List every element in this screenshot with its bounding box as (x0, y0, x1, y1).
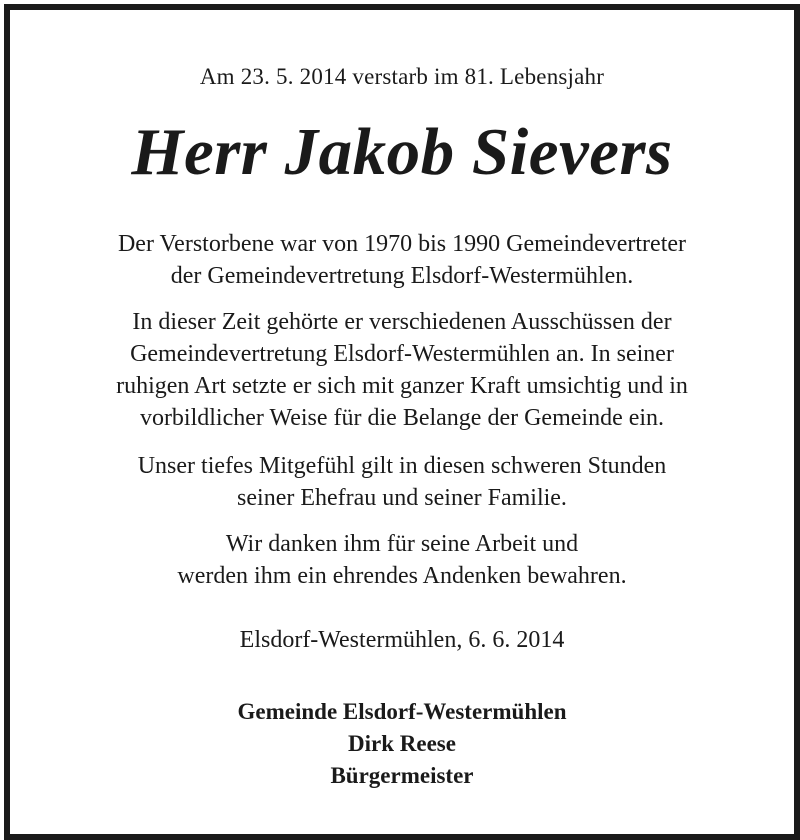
signature-block (10, 696, 794, 792)
text-line: ruhigen Art setzte er sich mit ganzer Kraft umsichtig und in (116, 373, 688, 399)
text-line: seiner Ehefrau und seiner Familie. (237, 485, 567, 511)
intro-line: Am 23. 5. 2014 verstarb im 81. Lebensjahr (199, 64, 605, 89)
paragraph-service (10, 228, 794, 292)
deceased-name: Herr Jakob Sievers (131, 115, 673, 189)
paragraph-thanks (10, 528, 794, 592)
notice-border (4, 4, 800, 840)
paragraph-committees (10, 306, 794, 434)
text-line: der Gemeindevertretung Elsdorf-Westermühlen. (170, 263, 634, 289)
text-line: Wir danken ihm für seine Arbeit und (225, 531, 579, 557)
obituary-notice (10, 10, 794, 834)
text-line: werden ihm ein ehrendes Andenken bewahren. (177, 563, 627, 589)
text-line: vorbildlicher Weise für die Belange der Gemeinde ein. (139, 405, 665, 431)
paragraph-condolence (10, 450, 794, 514)
text-line: In dieser Zeit gehörte er verschiedenen Ausschüssen der (132, 309, 672, 335)
signature-title: Bürgermeister (330, 763, 474, 788)
signature-person: Dirk Reese (348, 731, 456, 756)
place-date: Elsdorf-Westermühlen, 6. 6. 2014 (239, 627, 565, 653)
text-line: Unser tiefes Mitgefühl gilt in diesen schweren Stunden (137, 453, 667, 479)
text-line: Gemeindevertretung Elsdorf-Westermühlen an. In seiner (130, 341, 674, 367)
signature-organization: Gemeinde Elsdorf-Westermühlen (237, 699, 567, 724)
text-line: Der Verstorbene war von 1970 bis 1990 Gemeindevertreter (117, 231, 687, 257)
